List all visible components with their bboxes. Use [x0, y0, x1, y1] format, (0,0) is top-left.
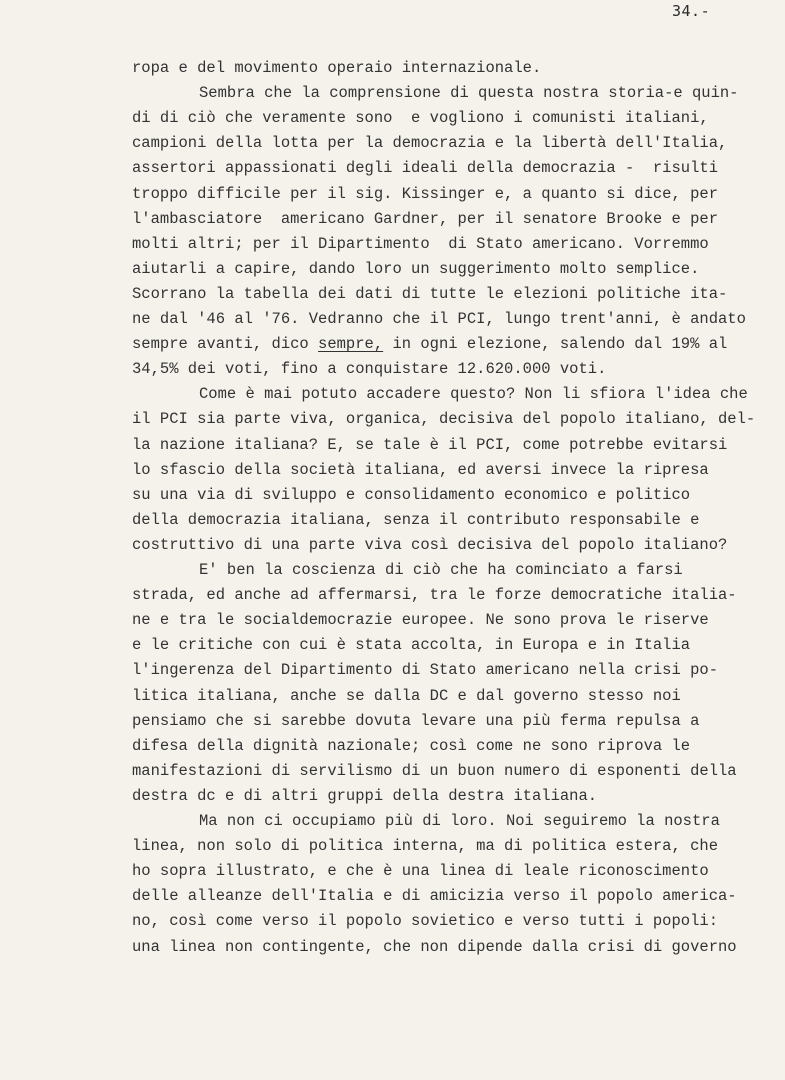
text-line: l'ingerenza del Dipartimento di Stato americano nella crisi po- — [132, 661, 718, 680]
text-line: ne dal '46 al '76. Vedranno che il PCI, lungo trent'anni, è andato — [132, 310, 746, 328]
text-line: campioni della lotta per la democrazia e la libertà dell'Italia, — [132, 134, 728, 153]
text-line: litica italiana, anche se dalla DC e dal governo stesso noi — [132, 686, 681, 705]
text-line: costruttivo di una parte viva così decisiva del popolo italiano? — [132, 535, 728, 554]
text-line: l'ambasciatore americano Gardner, per il senatore Brooke e per — [132, 209, 718, 228]
text-line: ropa e del movimento operaio internazionale. — [132, 59, 542, 77]
text-line: manifestazioni di servilismo di un buon numero di esponenti della — [132, 761, 737, 780]
text-line: destra dc e di altri gruppi della destra italiana. — [132, 786, 598, 805]
text-line: E' ben la coscienza di ciò che ha cominciato a farsi — [199, 561, 683, 579]
text-line: molti altri; per il Dipartimento di Stato americano. Vorremmo — [132, 234, 709, 253]
text-line: su una via di sviluppo e consolidamento economico e politico — [132, 485, 691, 504]
text-line: una linea non contingente, che non dipende dalla crisi di governo — [132, 937, 737, 956]
text-line: difesa della dignità nazionale; così come ne sono riprova le — [132, 736, 691, 755]
text-line: pensiamo che si sarebbe dovuta levare una più ferma repulsa a — [132, 711, 700, 730]
text-line: Sembra che la comprensione di questa nostra storia-e quin- — [199, 84, 739, 103]
text-line: ne e tra le socialdemocrazie europee. Ne sono prova le riserve — [132, 611, 709, 630]
text-line: sempre avanti, dico sempre, in ogni elezione, salendo dal 19% al — [132, 335, 728, 354]
text-line: la nazione italiana? E, se tale è il PCI, come potrebbe evitarsi — [132, 435, 728, 454]
text-line: ho sopra illustrato, e che è una linea di leale riconoscimento — [132, 862, 709, 881]
text-line: 34,5% dei voti, fino a conquistare 12.620.000 voti. — [132, 360, 607, 379]
text-line: e le critiche con cui è stata accolta, in Europa e in Italia — [132, 636, 691, 655]
text-line: Scorrano la tabella dei dati di tutte le elezioni politiche ita- — [132, 284, 728, 303]
text-line: Ma non ci occupiamo più di loro. Noi seguiremo la nostra — [199, 812, 720, 830]
page-number: 34.- — [672, 2, 711, 20]
text-line: il PCI sia parte viva, organica, decisiva del popolo italiano, del- — [132, 410, 756, 429]
text-line: della democrazia italiana, senza il contributo responsabile e — [132, 510, 700, 529]
text-line: aiutarli a capire, dando loro un suggerimento molto semplice. — [132, 259, 700, 278]
text-line: di di ciò che veramente sono e vogliono i comunisti italiani, — [132, 109, 709, 128]
text-line: assertori appassionati degli ideali della democrazia - risulti — [132, 159, 718, 178]
text-line: troppo difficile per il sig. Kissinger e, a quanto si dice, per — [132, 184, 718, 203]
text-line: lo sfascio della società italiana, ed aversi invece la ripresa — [132, 460, 709, 479]
text-line: strada, ed anche ad affermarsi, tra le forze democratiche italia- — [132, 586, 737, 605]
text-line: no, così come verso il popolo sovietico e verso tutti i popoli: — [132, 912, 718, 931]
text-line: Come è mai potuto accadere questo? Non li sfiora l'idea che — [199, 385, 748, 404]
text-line: delle alleanze dell'Italia e di amicizia verso il popolo america- — [132, 887, 737, 906]
text-line: linea, non solo di politica interna, ma di politica estera, che — [132, 837, 718, 856]
